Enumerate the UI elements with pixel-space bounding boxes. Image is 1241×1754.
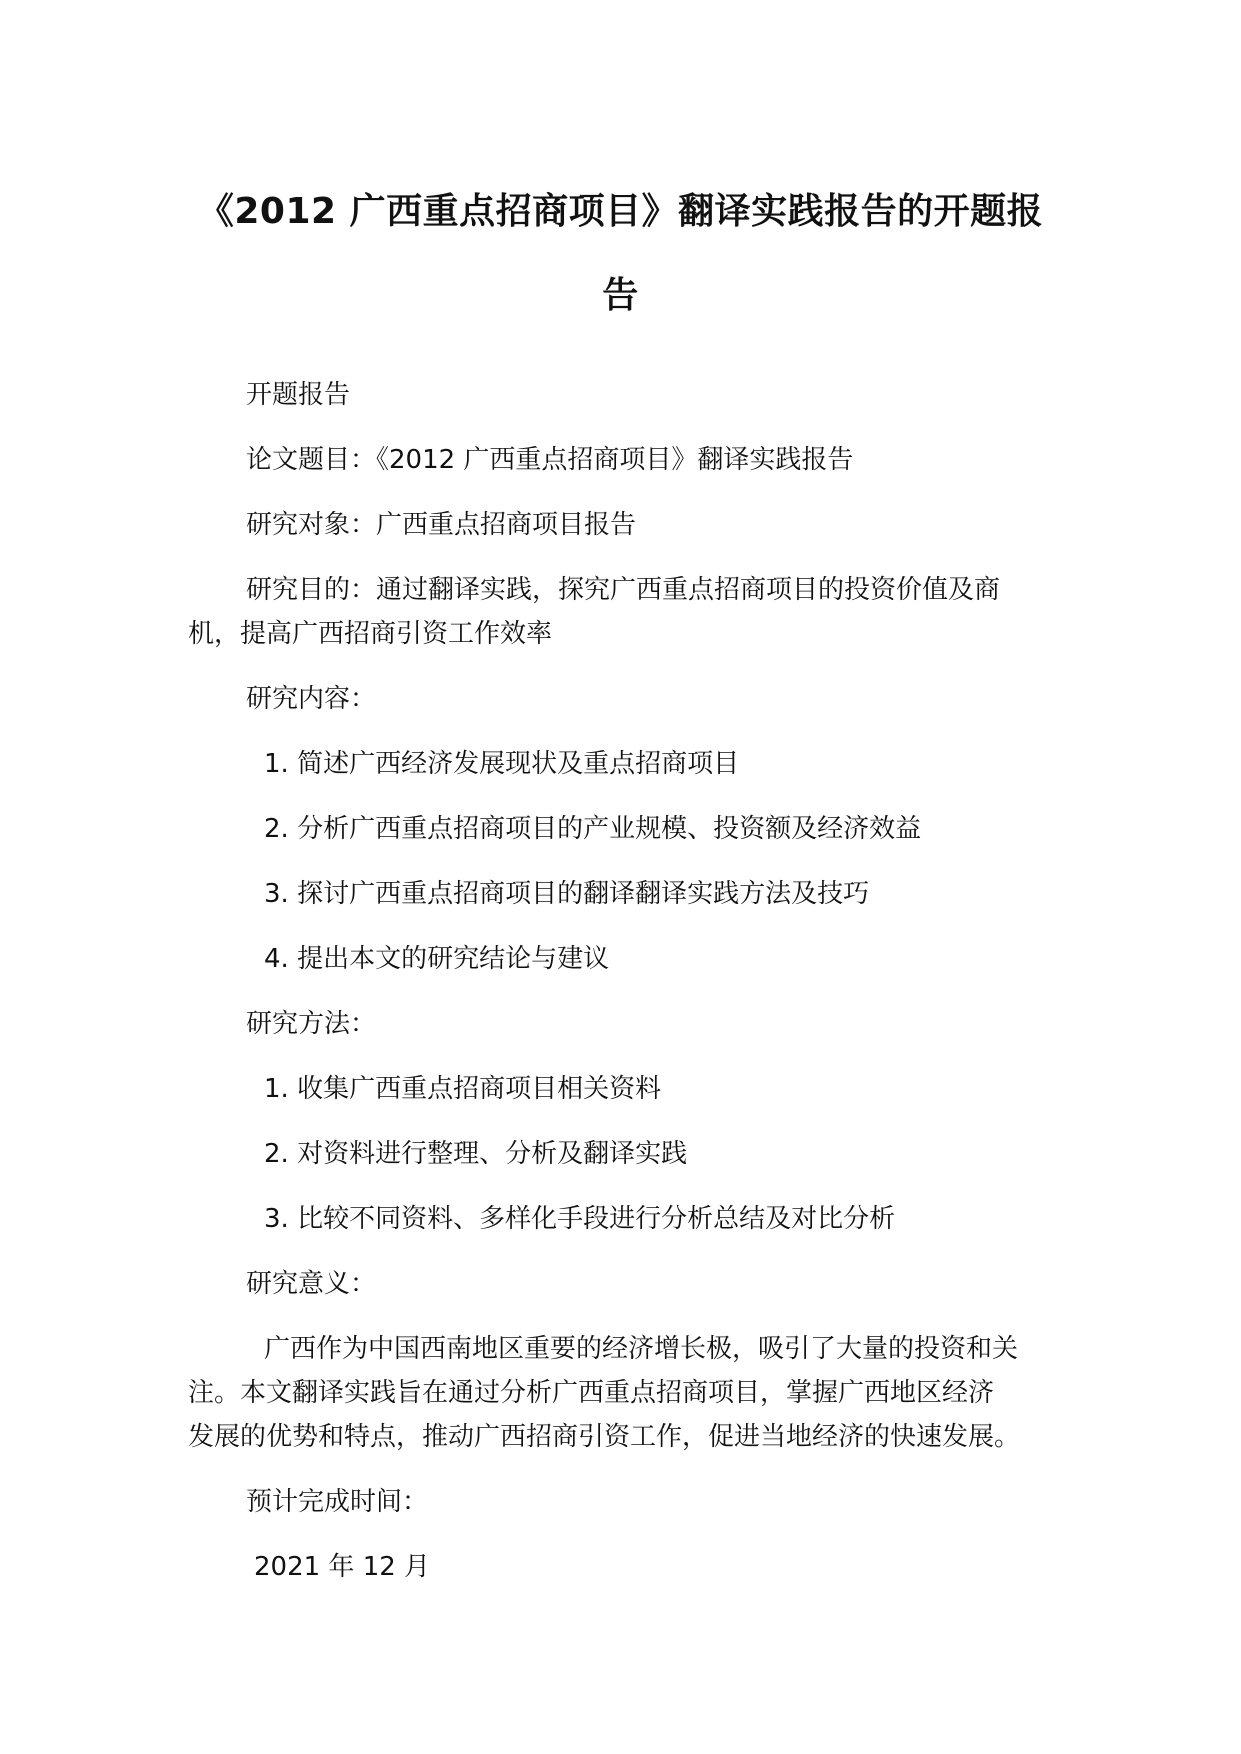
research-method-label: 研究方法： bbox=[246, 1009, 377, 1039]
significance-line-1: 广西作为中国西南地区重要的经济增长极，吸引了大量的投资和关 bbox=[264, 1334, 1019, 1364]
research-content-item: 3. 探讨广西重点招商项目的翻译翻译实践方法及技巧 bbox=[264, 879, 870, 909]
report-heading: 开题报告 bbox=[246, 380, 351, 410]
significance-line-3: 发展的优势和特点，推动广西招商引资工作，促进当地经济的快速发展。 bbox=[188, 1422, 1021, 1452]
document-body bbox=[188, 373, 1068, 1610]
research-content-item: 4. 提出本文的研究结论与建议 bbox=[264, 944, 610, 974]
research-significance-paragraph bbox=[188, 1327, 1068, 1459]
expected-completion-date: 2021 年 12 月 bbox=[254, 1552, 431, 1582]
research-purpose bbox=[188, 568, 1068, 656]
significance-line-2: 注。本文翻译实践旨在通过分析广西重点招商项目，掌握广西地区经济 bbox=[188, 1378, 995, 1408]
research-content-label: 研究内容： bbox=[246, 684, 377, 714]
research-significance-label: 研究意义： bbox=[246, 1269, 377, 1299]
title-line-2: 告 bbox=[602, 275, 639, 316]
research-object: 研究对象：广西重点招商项目报告 bbox=[246, 510, 637, 540]
research-purpose-line-1: 研究目的：通过翻译实践，探究广西重点招商项目的投资价值及商 bbox=[246, 575, 1001, 605]
title-line-1: 《2012 广西重点招商项目》翻译实践报告的开题报 bbox=[197, 191, 1044, 232]
thesis-title: 论文题目：《2012 广西重点招商项目》翻译实践报告 bbox=[246, 445, 854, 475]
expected-completion-label: 预计完成时间： bbox=[246, 1487, 429, 1517]
document-title bbox=[150, 170, 1091, 338]
research-method-item: 1. 收集广西重点招商项目相关资料 bbox=[264, 1074, 662, 1104]
research-content-item: 1. 简述广西经济发展现状及重点招商项目 bbox=[264, 749, 740, 779]
research-method-item: 2. 对资料进行整理、分析及翻译实践 bbox=[264, 1139, 688, 1169]
research-method-item: 3. 比较不同资料、多样化手段进行分析总结及对比分析 bbox=[264, 1204, 896, 1234]
research-content-item: 2. 分析广西重点招商项目的产业规模、投资额及经济效益 bbox=[264, 814, 922, 844]
research-purpose-line-2: 机，提高广西招商引资工作效率 bbox=[188, 619, 553, 649]
